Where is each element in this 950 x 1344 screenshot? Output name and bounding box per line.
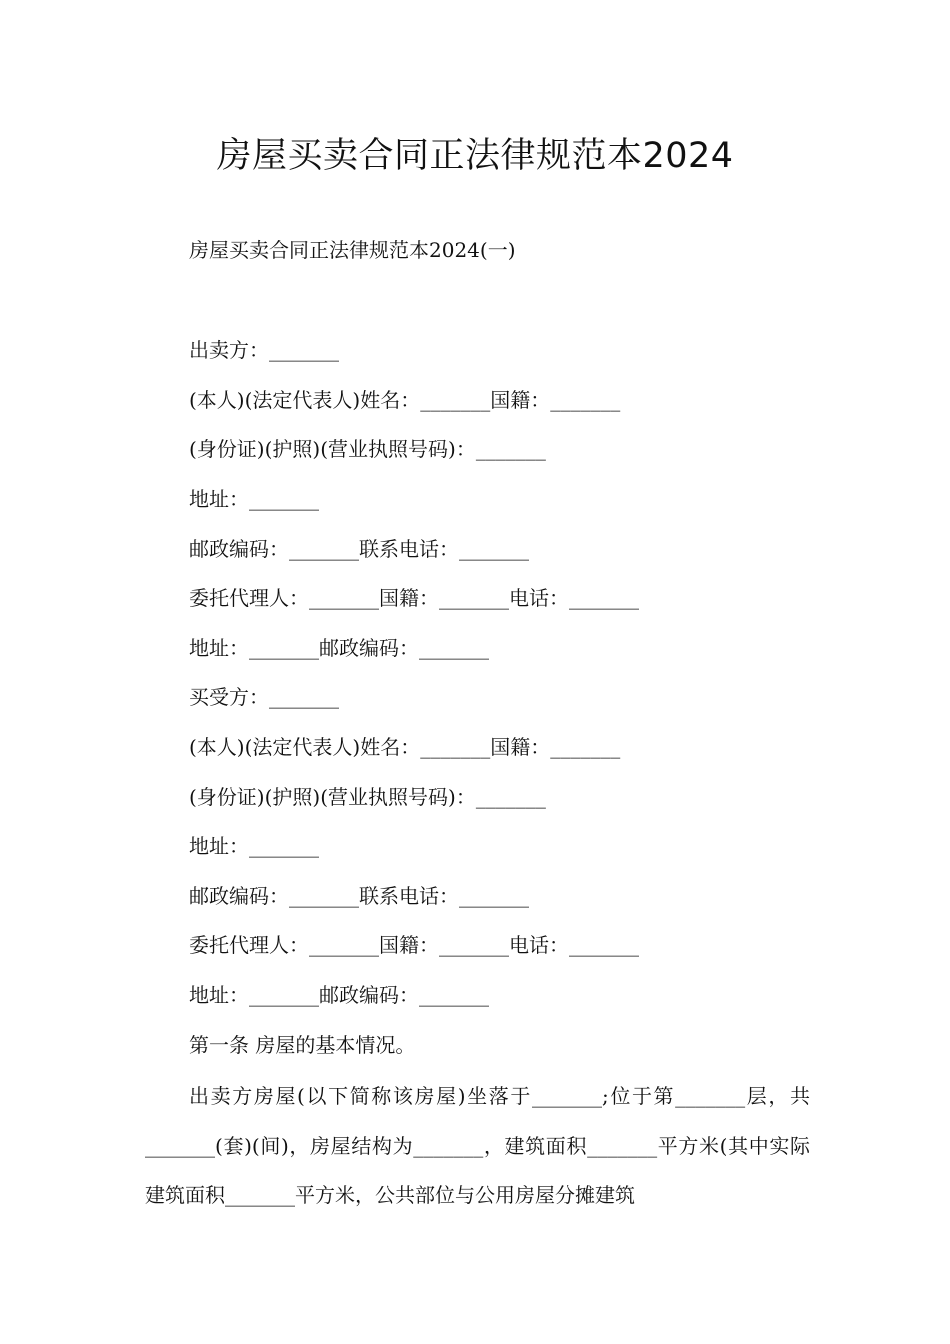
seller-agent-address-line: 地址：_______邮政编码：_______ (189, 636, 489, 660)
buyer-name-nationality-line: (本人)(法定代表人)姓名：_______国籍：_______ (189, 735, 621, 759)
document-subtitle: 房屋买卖合同正法律规范本2024(一) (189, 238, 516, 262)
buyer-line: 买受方：_______ (189, 685, 339, 709)
seller-address-line: 地址：_______ (189, 487, 319, 511)
seller-id-line: (身份证)(护照)(营业执照号码)：_______ (189, 437, 546, 461)
article-one-paragraph: 出卖方房屋(以下简称该房屋)坐落于_______;位于第_______层，共_______(套)(间)，房屋结构为_______，建筑面积_______平方米(其中实际建筑面积_______平方米，公共部位与公用房屋分摊建筑 (145, 1084, 810, 1207)
buyer-agent-address-line: 地址：_______邮政编码：_______ (189, 983, 489, 1007)
seller-agent-line: 委托代理人：_______国籍：_______电话：_______ (189, 586, 639, 610)
seller-postcode-phone-line: 邮政编码：_______联系电话：_______ (189, 537, 529, 561)
buyer-id-line: (身份证)(护照)(营业执照号码)：_______ (189, 785, 546, 809)
buyer-address-line: 地址：_______ (189, 834, 319, 858)
seller-name-nationality-line: (本人)(法定代表人)姓名：_______国籍：_______ (189, 388, 621, 412)
document-title: 房屋买卖合同正法律规范本2024 (216, 136, 734, 176)
buyer-agent-line: 委托代理人：_______国籍：_______电话：_______ (189, 933, 639, 957)
seller-line: 出卖方：_______ (189, 338, 339, 362)
article-one-heading: 第一条 房屋的基本情况。 (189, 1033, 416, 1057)
buyer-postcode-phone-line: 邮政编码：_______联系电话：_______ (189, 884, 529, 908)
